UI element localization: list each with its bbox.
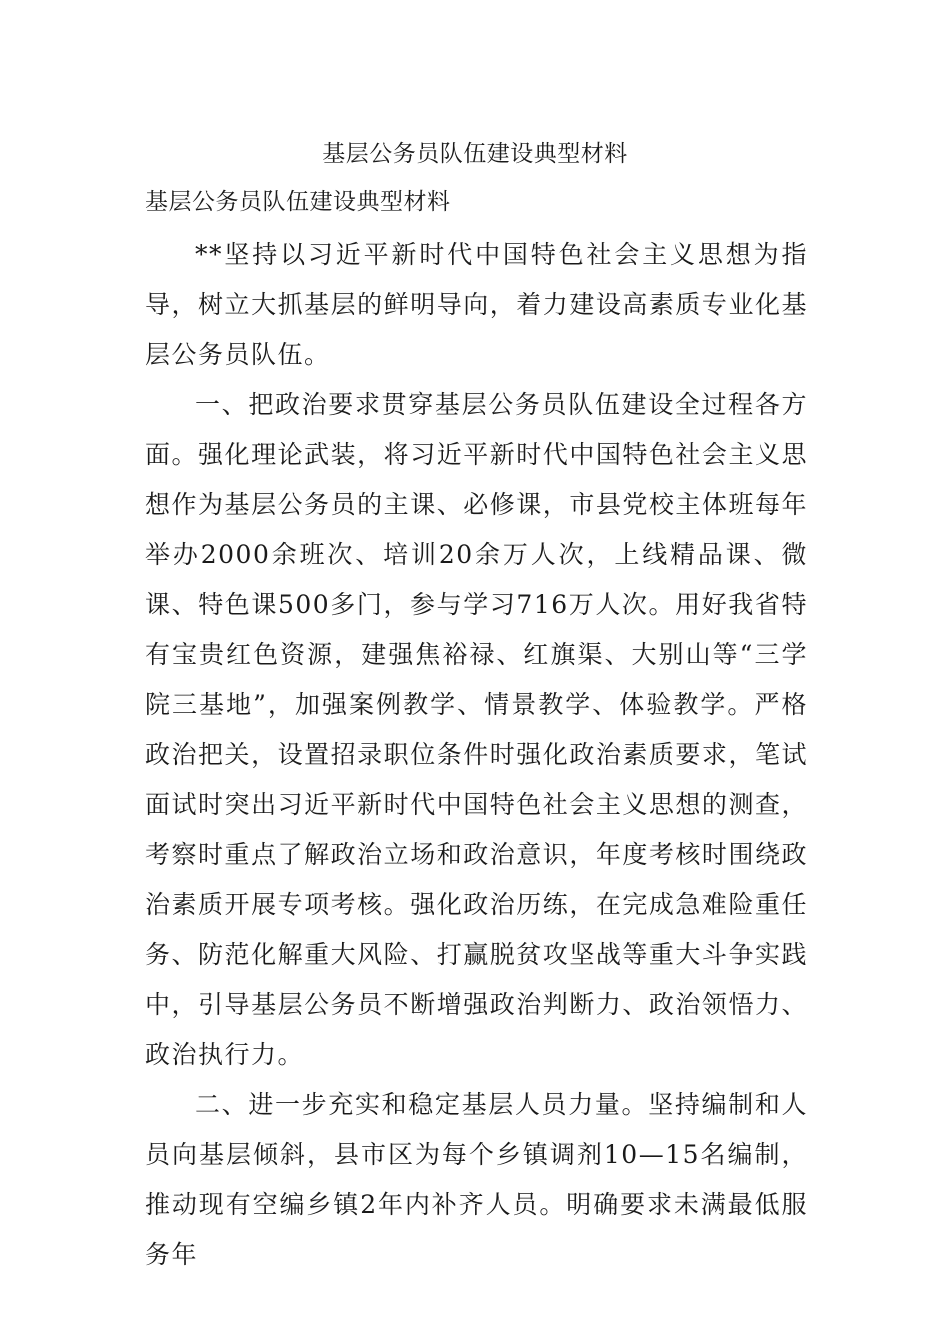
paragraph-section-2: 二、进一步充实和稳定基层人员力量。坚持编制和人员向基层倾斜，县市区为每个乡镇调剂10—15名编制，推动现有空编乡镇2年内补齐人员。明确要求未满最低服务年 <box>145 1090 808 1269</box>
document-subtitle: 基层公务员队伍建设典型材料 <box>145 189 451 215</box>
document-body <box>145 230 808 1280</box>
document-title: 基层公务员队伍建设典型材料 <box>322 141 628 167</box>
paragraph-section-1: 一、把政治要求贯穿基层公务员队伍建设全过程各方面。强化理论武装，将习近平新时代中国特色社会主义思想作为基层公务员的主课、必修课，市县党校主体班每年举办2000余班次、培训20余万人次，上线精品课、微课、特色课500多门，参与学习716万人次。用好我省特有宝贵红色资源，建强焦裕禄、红旗渠、大别山等“三学院三基地”，加强案例教学、情景教学、体验教学。严格政治把关，设置招录职位条件时强化政治素质要求，笔试面试时突出习近平新时代中国特色社会主义思想的测查，考察时重点了解政治立场和政治意识，年度考核时围绕政治素质开展专项考核。强化政治历练，在完成急难险重任务、防范化解重大风险、打赢脱贫攻坚战等重大斗争实践中，引导基层公务员不断增强政治判断力、政治领悟力、政治执行力。 <box>145 390 808 1069</box>
paragraph-intro: **坚持以习近平新时代中国特色社会主义思想为指导，树立大抓基层的鲜明导向，着力建设高素质专业化基层公务员队伍。 <box>145 240 808 369</box>
